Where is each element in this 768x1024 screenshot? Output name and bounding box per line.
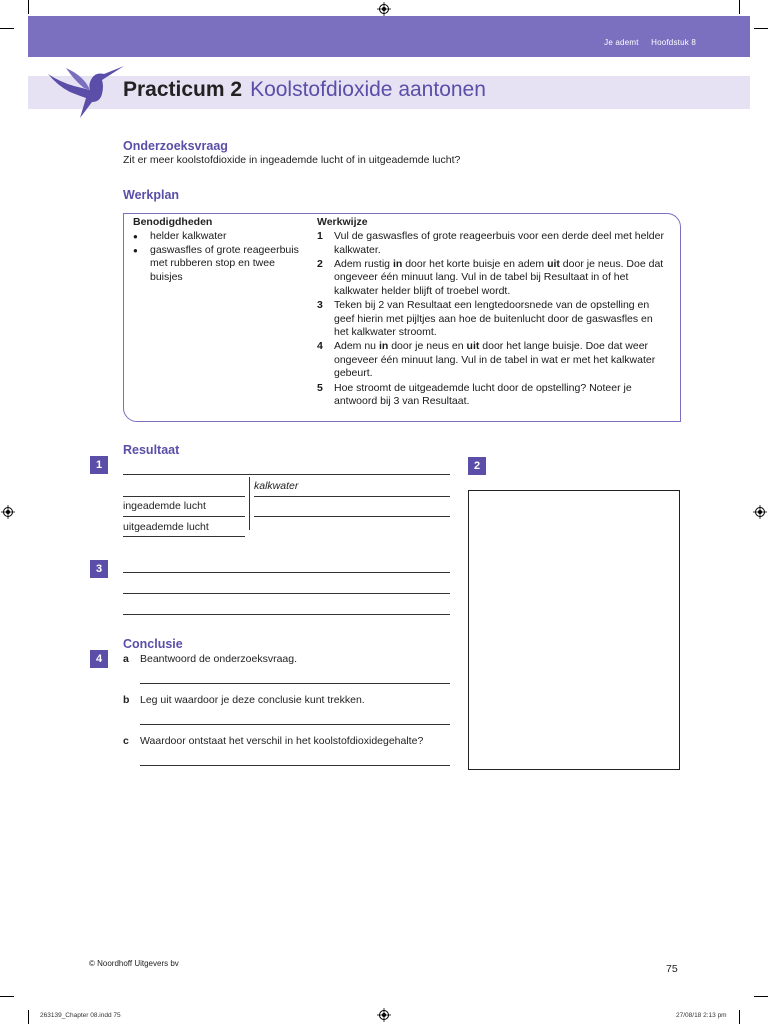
question-text: Beantwoord de onderzoeksvraag. (140, 653, 298, 665)
table-line (254, 516, 450, 517)
step-number: 3 (317, 298, 323, 311)
step-text: door je neus en (388, 340, 467, 353)
page-number: 75 (666, 963, 678, 975)
hummingbird-icon (44, 62, 126, 122)
step-text: door het lange buisje. Doe dat weer ongeveer één minuut lang. Vul in de tabel in wat er met het kalkwater gebeurt. (334, 340, 656, 380)
step-text: Adem nu (334, 340, 379, 353)
slug-date: 27/08/18 2:13 pm (676, 1012, 727, 1019)
step-number: 4 (317, 340, 323, 353)
question-badge-3: 3 (90, 560, 108, 578)
registration-mark-icon (377, 2, 391, 16)
crop-mark (739, 1010, 740, 1024)
step-emphasis: in (392, 257, 403, 270)
section-label: Je ademt (604, 38, 639, 47)
step-text: Hoe stroomt de uitgeademde lucht door de opstelling? Noteer je antwoord bij 3 van Resultaat. (334, 381, 632, 408)
question-letter: c (123, 735, 129, 747)
copyright: © Noordhoff Uitgevers bv (89, 959, 179, 968)
method-step (317, 230, 669, 257)
step-number: 1 (317, 230, 323, 242)
materials-heading: Benodigdheden (133, 216, 213, 228)
step-text: door je neus. Doe dat ongeveer één minuut lang. Vul in de tabel bij Resultaat in of het kalkwater helder blijft of troebel wordt. (334, 257, 664, 297)
method-heading: Werkwijze (317, 216, 368, 228)
question-text: Leg uit waardoor je deze conclusie kunt trekken. (140, 694, 365, 706)
answer-line (140, 724, 450, 725)
table-line (123, 496, 245, 497)
question-badge-1: 1 (90, 456, 108, 474)
step-emphasis: uit (466, 340, 480, 353)
crop-mark (754, 28, 768, 29)
table-row-ingeademd: ingeademde lucht (123, 500, 206, 512)
question-letter: a (123, 653, 129, 665)
chapter-label: Hoofdstuk 8 (651, 38, 696, 47)
research-question-heading: Onderzoeksvraag (123, 139, 228, 153)
practicum-subject: Koolstofdioxide aantonen (250, 78, 486, 101)
registration-mark-icon (377, 1008, 391, 1022)
materials-item: ● helder kalkwater (133, 230, 308, 244)
step-text: Adem rustig (334, 257, 393, 270)
table-header-kalkwater: kalkwater (254, 480, 299, 492)
question-badge-2: 2 (468, 457, 486, 475)
crop-mark (739, 0, 740, 14)
page-title (123, 78, 486, 102)
crop-mark (28, 0, 29, 14)
step-text: Teken bij 2 van Resultaat een lengtedoorsnede van de opstelling en geef hierin met pijltjes aan hoe de buitenlucht door de gaswasfles en het kalkwater stroomt. (334, 298, 653, 339)
research-question-text: Zit er meer koolstofdioxide in ingeademde lucht of in uitgeademde lucht? (123, 154, 461, 166)
method-step (317, 340, 669, 381)
result-heading: Resultaat (123, 443, 180, 457)
crop-mark (28, 1010, 29, 1024)
question-letter: b (123, 694, 130, 706)
conclusion-heading: Conclusie (123, 637, 183, 651)
table-bottom-line (123, 536, 245, 537)
step-text: door het korte buisje en adem (402, 257, 548, 270)
materials-list (133, 230, 308, 284)
registration-mark-icon (1, 505, 15, 519)
step-number: 2 (317, 257, 323, 270)
table-line (123, 516, 245, 517)
materials-item: ● gaswasfles of grote reageerbuis met rubberen stop en twee buisjes (133, 244, 308, 285)
step-emphasis: in (378, 340, 389, 353)
answer-line (123, 572, 450, 573)
header-bar (28, 16, 750, 57)
method-steps (317, 230, 669, 409)
crop-mark (0, 28, 14, 29)
practicum-label: Practicum 2 (123, 78, 243, 101)
answer-line (123, 614, 450, 615)
table-top-line (123, 474, 450, 475)
question-text: Waardoor ontstaat het verschil in het koolstofdioxidegehalte? (140, 735, 424, 747)
answer-line (140, 765, 450, 766)
answer-line (123, 593, 450, 594)
method-step (317, 299, 669, 340)
step-text: Vul de gaswasfles of grote reageerbuis voor een derde deel met helder kalkwater. (334, 230, 664, 256)
method-step (317, 258, 669, 299)
crop-mark (754, 996, 768, 997)
crop-mark (0, 996, 14, 997)
registration-mark-icon (753, 505, 767, 519)
step-number: 5 (317, 381, 323, 394)
table-divider (249, 477, 250, 530)
step-emphasis: uit (547, 257, 560, 270)
answer-line (140, 683, 450, 684)
drawing-box[interactable] (468, 490, 680, 770)
table-row-uitgeademd: uitgeademde lucht (123, 521, 209, 533)
workplan-heading: Werkplan (123, 188, 180, 202)
header-meta (594, 38, 696, 47)
method-step (317, 382, 669, 409)
question-badge-4: 4 (90, 650, 108, 668)
slug-file: 263139_Chapter 08.indd 75 (40, 1012, 121, 1019)
table-line (254, 496, 450, 497)
